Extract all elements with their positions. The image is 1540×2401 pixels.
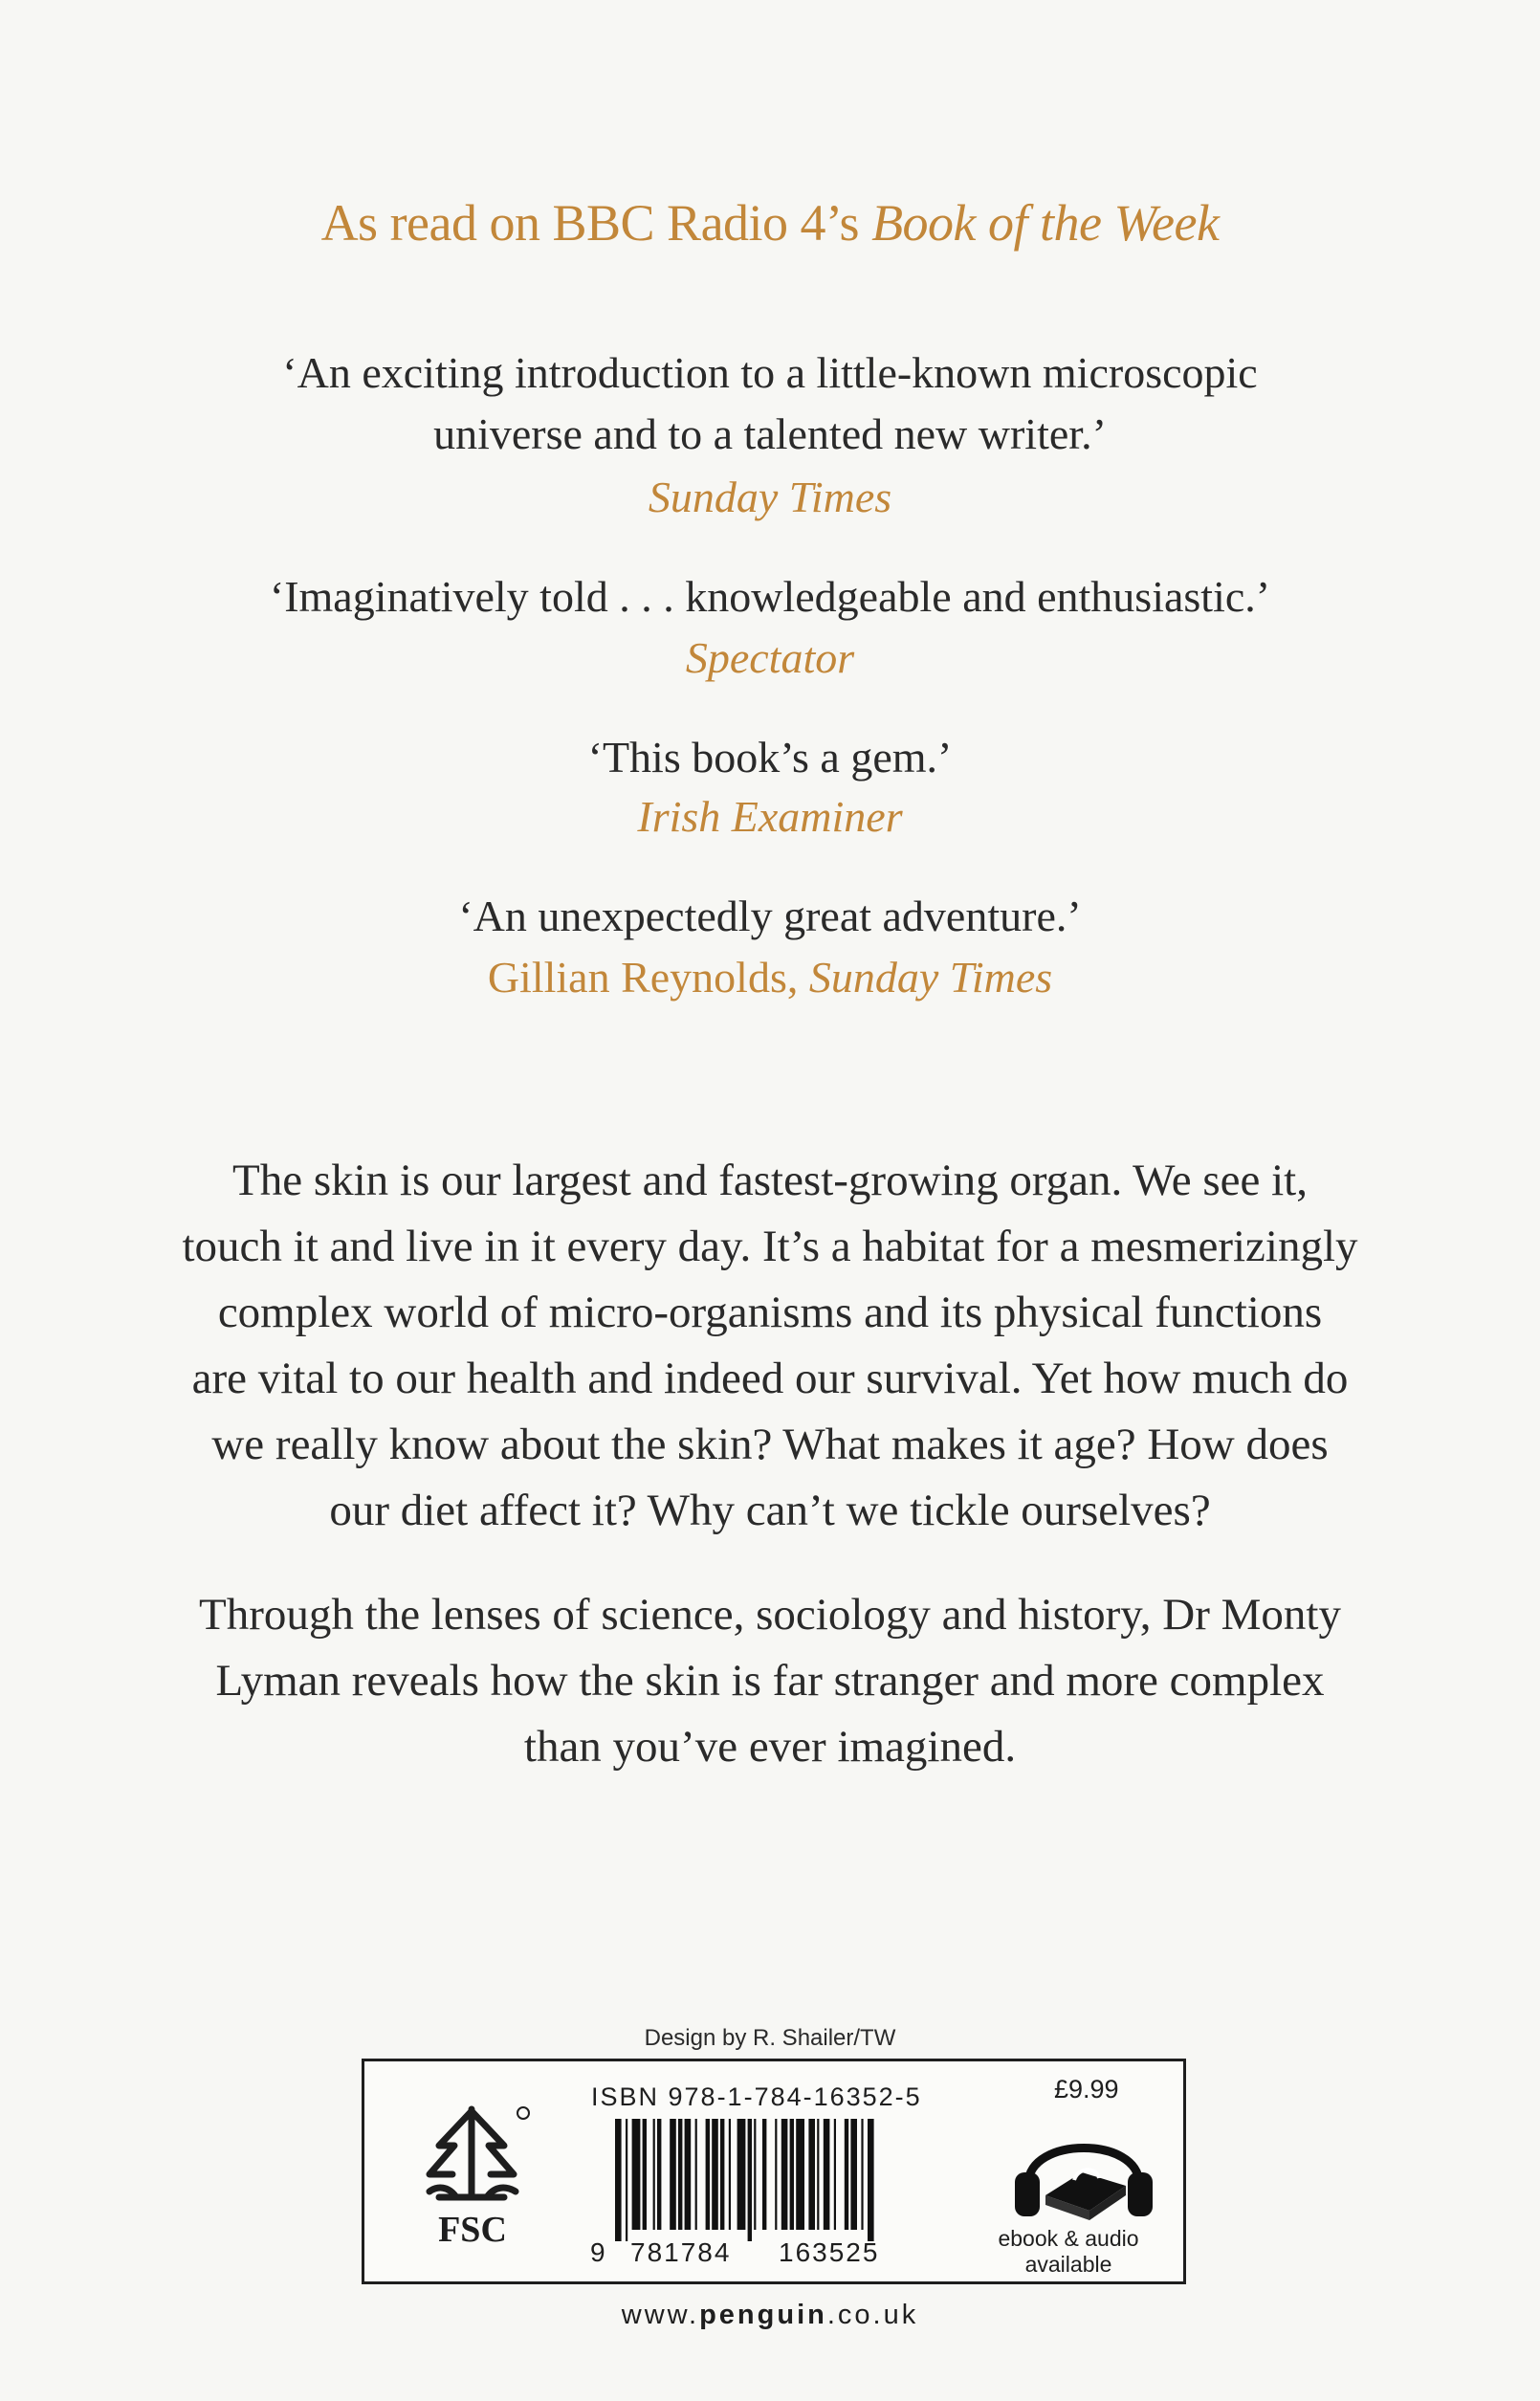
barcode-bar bbox=[729, 2119, 731, 2230]
barcode-bar bbox=[695, 2119, 697, 2230]
barcode-bar bbox=[720, 2119, 724, 2230]
review-quote-line: ‘Imaginatively told . . . knowledgeable and enthusiastic.’ bbox=[269, 572, 1271, 621]
website-suffix: .co.uk bbox=[826, 2300, 919, 2330]
review-quote-line: ‘This book’s a gem.’ bbox=[587, 733, 953, 782]
isbn-text: ISBN 978-1-784-16352-5 bbox=[591, 2082, 922, 2111]
review-quote-line: ‘An unexpectedly great adventure.’ bbox=[458, 892, 1082, 940]
blurb-paragraph-1 bbox=[0, 1148, 1540, 1544]
header-programme: Book of the Week bbox=[871, 194, 1220, 252]
price: £9.99 bbox=[1054, 2075, 1119, 2104]
blurb-line: are vital to our health and indeed our survival. Yet how much do bbox=[191, 1354, 1349, 1403]
barcode-bar bbox=[817, 2119, 819, 2230]
review-source-3 bbox=[0, 786, 1540, 848]
barcode-bar bbox=[762, 2119, 766, 2230]
blurb-line: touch it and live in it every day. It’s a habitat for a mesmerizingly bbox=[182, 1222, 1358, 1271]
blurb-line: The skin is our largest and fastest-growing organ. We see it, bbox=[232, 1156, 1308, 1205]
barcode-bar bbox=[670, 2119, 676, 2230]
barcode-bar bbox=[861, 2119, 863, 2230]
barcode-bar bbox=[653, 2119, 655, 2230]
header-prefix: As read on BBC Radio 4’s bbox=[320, 194, 860, 252]
barcode-bar bbox=[657, 2119, 661, 2230]
barcode-digit-first: 9 bbox=[590, 2237, 607, 2267]
publisher-website[interactable] bbox=[0, 2300, 1540, 2331]
barcode-bar bbox=[685, 2119, 692, 2230]
design-credit: Design by R. Shailer/TW bbox=[644, 2025, 896, 2051]
website-brand: penguin bbox=[699, 2300, 827, 2330]
review-source-4 bbox=[0, 947, 1540, 1008]
review-publication: Spectator bbox=[685, 633, 855, 682]
review-reviewer: Gillian Reynolds, bbox=[487, 953, 799, 1002]
barcode-bar bbox=[748, 2119, 752, 2241]
barcode-bar bbox=[824, 2119, 830, 2230]
review-publication: Irish Examiner bbox=[637, 792, 903, 841]
barcode-bar bbox=[754, 2119, 756, 2230]
barcode-bar bbox=[615, 2119, 622, 2241]
blurb-line: complex world of micro-organisms and its physical functions bbox=[217, 1288, 1323, 1337]
review-quote-1 bbox=[0, 342, 1540, 465]
review-quote-line: ‘An exciting introduction to a little-known microscopic bbox=[282, 348, 1258, 397]
barcode-bar bbox=[678, 2119, 682, 2230]
blurb-line: we really know about the skin? What makes it age? How does bbox=[211, 1420, 1329, 1469]
review-quote-3 bbox=[0, 727, 1540, 788]
barcode-bar bbox=[868, 2119, 874, 2241]
barcode-bar bbox=[790, 2119, 794, 2230]
blurb-line: Lyman reveals how the skin is far stranger and more complex bbox=[215, 1656, 1325, 1706]
website-prefix: www. bbox=[621, 2300, 700, 2330]
barcode-bar bbox=[626, 2119, 627, 2241]
barcode-bar bbox=[845, 2119, 848, 2230]
barcode-bar bbox=[834, 2119, 836, 2230]
ebook-line: ebook & audio bbox=[998, 2226, 1139, 2251]
review-quote-line: universe and to a talented new writer.’ bbox=[433, 409, 1107, 458]
barcode-digits-left: 781784 bbox=[630, 2237, 732, 2267]
barcode-bar bbox=[781, 2119, 788, 2230]
review-source-2 bbox=[0, 628, 1540, 689]
blurb-line: than you’ve ever imagined. bbox=[523, 1722, 1017, 1772]
review-source-1 bbox=[0, 467, 1540, 528]
review-quote-2 bbox=[0, 566, 1540, 628]
review-quote-4 bbox=[0, 886, 1540, 947]
barcode-box bbox=[362, 2059, 1186, 2284]
blurb-line: our diet affect it? Why can’t we tickle ourselves? bbox=[329, 1486, 1211, 1535]
barcode-bar bbox=[712, 2119, 718, 2230]
barcode-bar bbox=[808, 2119, 815, 2230]
ebook-line: available bbox=[1024, 2252, 1112, 2277]
header-line bbox=[0, 189, 1540, 256]
headphones-book-icon bbox=[1007, 2117, 1160, 2224]
barcode-bar bbox=[632, 2119, 641, 2230]
blurb-paragraph-2 bbox=[0, 1582, 1540, 1780]
barcode-bar bbox=[796, 2119, 804, 2230]
ebook-audio-note bbox=[959, 2226, 1177, 2278]
blurb-line: Through the lenses of science, sociology and history, Dr Monty bbox=[199, 1590, 1341, 1640]
review-publication: Sunday Times bbox=[808, 953, 1053, 1002]
barcode-bar bbox=[737, 2119, 746, 2230]
barcode-bars bbox=[615, 2119, 923, 2241]
barcode-bar bbox=[706, 2119, 710, 2230]
barcode-bar bbox=[850, 2119, 857, 2230]
barcode-digits-right: 163525 bbox=[779, 2237, 880, 2267]
barcode-bar bbox=[775, 2119, 777, 2230]
barcode-bar bbox=[643, 2119, 647, 2230]
review-publication: Sunday Times bbox=[648, 473, 892, 521]
fsc-logo-icon bbox=[410, 2098, 535, 2251]
fsc-label: FSC bbox=[438, 2210, 507, 2250]
